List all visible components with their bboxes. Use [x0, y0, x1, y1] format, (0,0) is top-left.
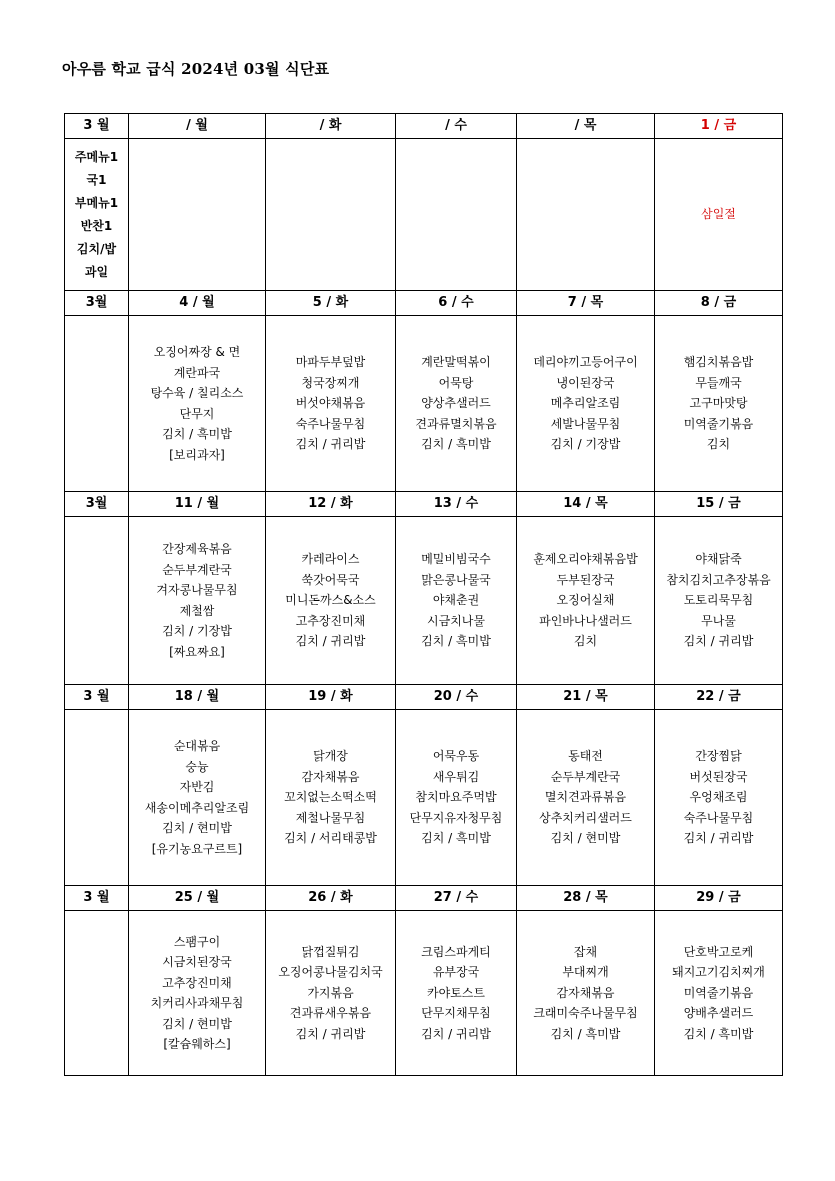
month-cell: 3 월 [65, 114, 129, 139]
menu-cell [266, 911, 396, 1076]
month-cell: 3 월 [65, 685, 129, 710]
menu-item: 맑은콩나물국 [421, 572, 491, 587]
menu-item: 잡채 [573, 944, 598, 959]
menu-item: 닭개장 [313, 749, 348, 764]
menu-item: 훈제오리야채볶음밥 [533, 552, 638, 567]
menu-item: 김치 / 서리태콩밥 [284, 831, 377, 846]
menu-item: 도토리묵무침 [683, 593, 754, 608]
menu-item: [유기농요구르트] [151, 841, 243, 856]
menu-cell [517, 911, 655, 1076]
menu-item: 순대볶음 [173, 739, 221, 753]
day-mon: 18 / 월 [129, 685, 266, 710]
menu-item: 파인바나나샐러드 [539, 613, 632, 628]
label-kimchi-rice: 김치/밥 [76, 241, 117, 256]
menu-item: [짜요짜요] [169, 644, 225, 659]
menu-item: 메추리알조림 [550, 396, 621, 411]
day-wed: 6 / 수 [396, 291, 517, 316]
menu-item: 김치 / 기장밥 [550, 437, 621, 452]
menu-item: 무나물 [701, 613, 736, 628]
menu-item: 부대찌개 [562, 965, 609, 980]
menu-item: 가지볶음 [307, 985, 354, 1000]
menu-item: 계란파국 [173, 365, 221, 380]
menu-item: 고추장진미채 [162, 975, 232, 990]
menu-item: 김치 / 흑미밥 [421, 831, 491, 846]
menu-item: 햄김치볶음밥 [683, 355, 754, 370]
menu-item: 우엉채조림 [689, 790, 748, 805]
day-thu: 21 / 목 [517, 685, 655, 710]
day-thu: 14 / 목 [517, 492, 655, 517]
menu-item: 간장제육볶음 [162, 542, 232, 556]
day-wed: 27 / 수 [396, 886, 517, 911]
menu-cell [655, 911, 783, 1076]
menu-cell [655, 316, 783, 492]
week1-menu-row [65, 139, 783, 291]
menu-item: 냉이된장국 [556, 375, 615, 390]
category-labels [65, 139, 129, 291]
menu-item: 제철쌈 [179, 603, 215, 618]
menu-item: 메밀비빔국수 [421, 552, 491, 567]
menu-item: 데리야끼고등어구이 [533, 355, 638, 370]
menu-item: 참치김치고추장볶음 [666, 572, 771, 587]
menu-item: 순두부계란국 [550, 769, 621, 784]
week1-header-row [65, 114, 783, 139]
menu-item: 양배추샐러드 [683, 1006, 754, 1021]
menu-item: 치커리사과채무침 [150, 996, 244, 1010]
day-wed: / 수 [396, 114, 517, 139]
day-tue: 5 / 화 [266, 291, 396, 316]
menu-item: 마파두부덮밥 [295, 355, 366, 370]
label-cell-empty [65, 710, 129, 886]
menu-item: 김치 / 귀리밥 [295, 634, 366, 649]
day-tue: 19 / 화 [266, 685, 396, 710]
menu-item: 세발나물무침 [550, 416, 621, 431]
week5-menu-row [65, 911, 783, 1076]
menu-cell [129, 710, 266, 886]
menu-item: 숙주나물무침 [295, 416, 366, 431]
menu-item: 미역줄기볶음 [683, 416, 754, 431]
week2-header-row [65, 291, 783, 316]
menu-item: 시금치나물 [427, 613, 485, 628]
menu-item: 김치 / 귀리밥 [421, 1026, 491, 1041]
menu-item: [칼슘웨하스] [163, 1037, 231, 1051]
menu-item: 탕수육 / 칠리소스 [150, 386, 244, 400]
menu-item: 김치 / 귀리밥 [295, 1026, 366, 1041]
menu-item: 고구마맛탕 [689, 396, 748, 411]
menu-item: 계란말떡볶이 [421, 355, 491, 370]
day-wed: 13 / 수 [396, 492, 517, 517]
menu-cell [655, 710, 783, 886]
menu-cell-empty [396, 139, 517, 291]
month-cell: 3월 [65, 291, 129, 316]
menu-item: 스팸구이 [173, 934, 221, 949]
menu-cell [517, 710, 655, 886]
menu-item: [보리과자] [169, 447, 225, 462]
menu-item: 오징어콩나물김치국 [278, 965, 383, 980]
menu-item: 무들깨국 [695, 375, 742, 390]
month-cell: 3 월 [65, 886, 129, 911]
menu-item: 새송이메추리알조림 [144, 800, 250, 815]
menu-cell [266, 517, 396, 685]
label-soup: 국1 [86, 172, 107, 187]
menu-cell [129, 911, 266, 1076]
menu-item: 멸치견과류볶음 [544, 790, 627, 805]
menu-cell [396, 517, 517, 685]
label-cell-empty [65, 911, 129, 1076]
menu-item: 김치 [706, 437, 731, 452]
label-sub: 부메뉴1 [74, 195, 119, 210]
menu-item: 단무지 [179, 406, 215, 421]
menu-item: 견과류새우볶음 [289, 1006, 372, 1021]
menu-item: 숭늉 [185, 759, 209, 774]
week5-header-row [65, 886, 783, 911]
menu-item: 김치 / 귀리밥 [683, 831, 754, 846]
menu-cell [517, 517, 655, 685]
menu-item: 겨자콩나물무침 [156, 583, 238, 597]
day-wed: 20 / 수 [396, 685, 517, 710]
day-fri: 1 / 금 [655, 114, 783, 139]
menu-item: 김치 / 현미밥 [162, 821, 232, 835]
menu-item: 제철나물무침 [295, 810, 366, 825]
menu-item: 오징어실채 [556, 593, 615, 608]
menu-item: 야채춘권 [432, 593, 480, 608]
menu-item: 시금치된장국 [162, 955, 232, 969]
menu-item: 미니돈까스&소스 [285, 593, 376, 608]
menu-item: 청국장찌개 [301, 375, 360, 390]
menu-item: 어묵우동 [432, 749, 480, 764]
menu-item: 김치 / 현미밥 [550, 831, 621, 846]
day-mon: 4 / 월 [129, 291, 266, 316]
day-thu: / 목 [517, 114, 655, 139]
menu-cell [129, 517, 266, 685]
day-fri: 29 / 금 [655, 886, 783, 911]
menu-item: 닭껍질튀김 [301, 944, 360, 959]
menu-item: 김치 / 기장밥 [162, 624, 232, 638]
menu-item: 어묵탕 [438, 375, 474, 390]
menu-item: 쑥갓어묵국 [301, 572, 360, 587]
day-fri: 15 / 금 [655, 492, 783, 517]
menu-item: 김치 / 흑미밥 [683, 1026, 754, 1041]
label-cell-empty [65, 316, 129, 492]
menu-item: 숙주나물무침 [683, 810, 754, 825]
month-cell: 3월 [65, 492, 129, 517]
label-side: 반찬1 [80, 218, 113, 233]
menu-cell-empty [517, 139, 655, 291]
day-fri: 22 / 금 [655, 685, 783, 710]
menu-item: 김치 / 흑미밥 [421, 437, 491, 452]
menu-item: 자반김 [179, 780, 215, 794]
menu-cell [129, 316, 266, 492]
menu-item: 김치 / 흑미밥 [162, 427, 232, 441]
menu-item: 김치 / 귀리밥 [683, 634, 754, 649]
menu-item: 미역줄기볶음 [683, 985, 754, 1000]
menu-item: 단무지유자청무침 [409, 810, 503, 825]
menu-item: 단호박고로케 [683, 944, 754, 959]
menu-item: 견과류멸치볶음 [415, 416, 497, 431]
day-thu: 28 / 목 [517, 886, 655, 911]
menu-cell [396, 710, 517, 886]
menu-item: 김치 / 현미밥 [162, 1016, 232, 1031]
holiday-cell [655, 139, 783, 291]
menu-item: 상추치커리샐러드 [539, 810, 632, 825]
menu-item: 순두부계란국 [162, 562, 232, 577]
week4-menu-row [65, 710, 783, 886]
menu-cell [396, 316, 517, 492]
menu-item: 두부된장국 [556, 572, 615, 587]
menu-item: 양상추샐러드 [421, 396, 491, 411]
menu-cell [517, 316, 655, 492]
menu-cell [396, 911, 517, 1076]
holiday-label: 삼일절 [701, 207, 736, 222]
day-mon: 25 / 월 [129, 886, 266, 911]
label-fruit: 과일 [84, 264, 109, 279]
day-mon: / 월 [129, 114, 266, 139]
menu-item: 새우튀김 [432, 769, 480, 784]
menu-item: 김치 / 귀리밥 [295, 437, 366, 452]
menu-cell-empty [266, 139, 396, 291]
menu-item: 참치마요주먹밥 [415, 790, 497, 805]
day-mon: 11 / 월 [129, 492, 266, 517]
week2-menu-row [65, 316, 783, 492]
day-tue: 26 / 화 [266, 886, 396, 911]
day-tue: 12 / 화 [266, 492, 396, 517]
week3-menu-row [65, 517, 783, 685]
menu-item: 카레라이스 [301, 552, 360, 567]
menu-item: 유부장국 [432, 965, 480, 980]
menu-item: 김치 / 흑미밥 [550, 1026, 621, 1041]
menu-item: 야채닭죽 [695, 552, 742, 567]
menu-cell [266, 316, 396, 492]
menu-item: 감자채볶음 [301, 769, 360, 784]
day-thu: 7 / 목 [517, 291, 655, 316]
menu-cell [655, 517, 783, 685]
menu-item: 간장찜닭 [695, 749, 742, 764]
menu-item: 돼지고기김치찌개 [672, 965, 765, 980]
menu-item: 김치 [573, 634, 598, 649]
menu-item: 버섯야채볶음 [295, 396, 366, 411]
menu-item: 크림스파게티 [421, 944, 491, 959]
menu-item: 동태전 [568, 749, 603, 764]
menu-item: 단무지채무침 [421, 1006, 491, 1021]
menu-item: 오징어짜장 & 면 [153, 345, 241, 359]
label-main: 주메뉴1 [74, 149, 119, 164]
label-cell-empty [65, 517, 129, 685]
meal-plan-table [64, 113, 783, 1076]
day-tue: / 화 [266, 114, 396, 139]
menu-item: 카야토스트 [427, 985, 485, 1000]
day-fri: 8 / 금 [655, 291, 783, 316]
menu-cell [266, 710, 396, 886]
week4-header-row [65, 685, 783, 710]
menu-item: 버섯된장국 [689, 769, 748, 784]
menu-item: 고추장진미채 [295, 613, 366, 628]
menu-cell-empty [129, 139, 266, 291]
menu-item: 감자채볶음 [556, 985, 615, 1000]
page-title: 아우름 학교 급식 2024년 03월 식단표 [62, 60, 330, 78]
menu-item: 크래미숙주나물무침 [533, 1006, 638, 1021]
menu-item: 김치 / 흑미밥 [421, 634, 491, 649]
menu-item: 꼬치없는소떡소떡 [284, 790, 377, 805]
week3-header-row [65, 492, 783, 517]
